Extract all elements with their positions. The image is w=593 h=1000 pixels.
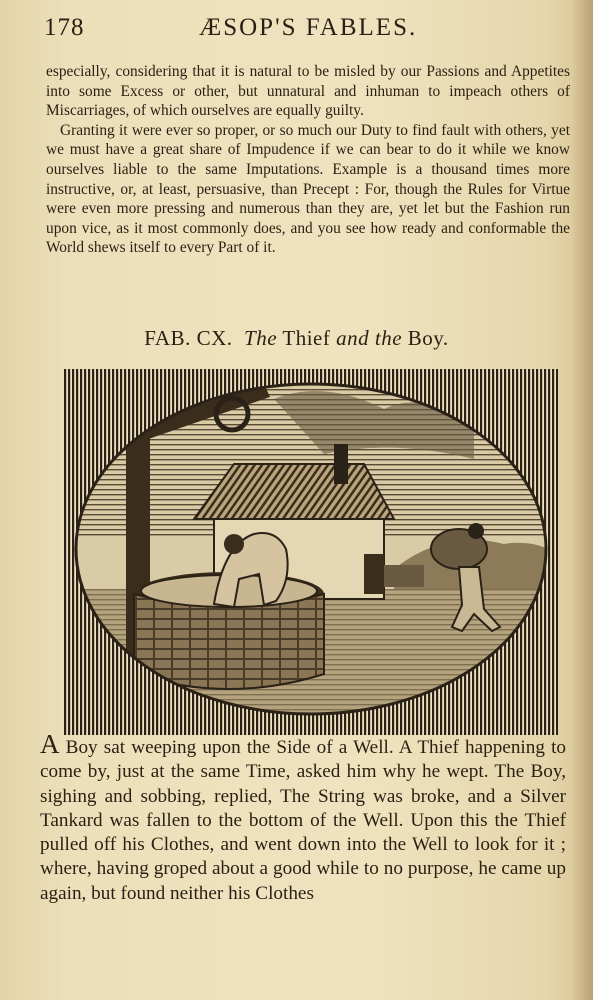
fable-title-boy: Boy. <box>407 326 449 350</box>
running-title: ÆSOP'S FABLES. <box>199 14 418 41</box>
moral-text <box>46 62 570 258</box>
page-header <box>44 12 574 46</box>
drop-cap: A <box>40 729 60 759</box>
fable-text <box>40 729 566 906</box>
page-spine-shadow <box>571 0 593 1000</box>
woodcut-illustration <box>64 369 558 735</box>
fable-body: Boy sat weeping upon the Side of a Well. A Thief happening to come by, just at the same Time, asked him why he wept. The Boy, sighing and sobbing, replied, The String was broke, and a Silver Tankard was fallen to the bottom of the Well. Upon this the Thief pulled off his Clothes, and went down into the Well to look for it ; where, having groped about a good while to no purpose, he came up again, but found neither his Clothes <box>40 737 566 904</box>
fable-title-the: The <box>244 326 278 350</box>
fable-title-and-the: and the <box>336 326 403 350</box>
fable-title <box>0 326 593 351</box>
paragraph: especially, considering that it is natural to be misled by our Passions and Appetites into some Excess or other, but unnatural and inhuman to impeach others of Miscarriages, of which ourselves are equally guilty. <box>46 63 570 120</box>
fable-number: FAB. CX. <box>144 326 233 350</box>
paragraph: Granting it were ever so proper, or so much our Duty to find fault with others, yet we must have a great share of Impudence if we can bear to do it while we know ourselves liable to the same Imputations. Example is a thousand times more instructive, or, at least, persuasive, than Precept : For, though the Rules for Virtue were even more pressing and numerous than they are, yet let but the Fashion run upon vice, as it most commonly does, and you see how ready and conformable the World shews itself to every Part of it. <box>46 121 570 257</box>
fable-title-thief: Thief <box>282 326 331 350</box>
page-number: 178 <box>44 14 85 41</box>
